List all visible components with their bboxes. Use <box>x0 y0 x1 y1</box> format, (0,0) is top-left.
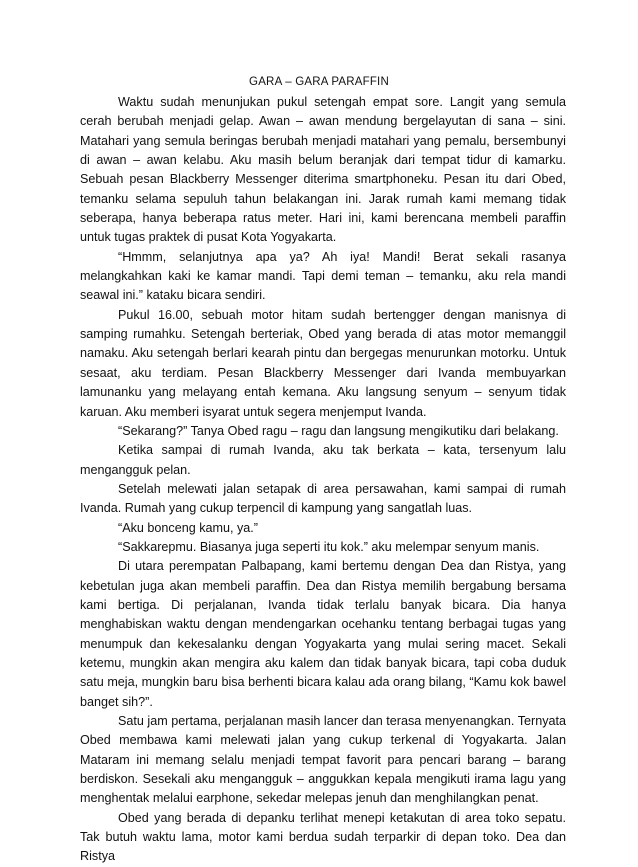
paragraph: “Sakkarepmu. Biasanya juga seperti itu kok.” aku melempar senyum manis. <box>118 539 540 554</box>
paragraph: Obed yang berada di depanku terlihat menepi ketakutan di area toko sepatu. Tak butuh waktu lama, motor kami berdua sudah terparkir di depan toko. Dea dan Ristya <box>80 810 566 864</box>
paragraph: Di utara perempatan Palbapang, kami bertemu dengan Dea dan Ristya, yang kebetulan juga akan membeli paraffin. Dea dan Ristya memilih bergabung bersama kami bertiga. Di perjalanan, Ivanda tidak terlalu banyak bicara. Dia hanya menghabiskan waktu dengan mendengarkan ocehanku tentang berbagai tugas yang menumpuk dan kekesalanku dengan Yogyakarta yang mulai sering macet. Sekali ketemu, mungkin akan mengira aku kalem dan tidak banyak bicara, tapi coba duduk satu meja, mungkin baru bisa berhenti bicara kalau ada orang bilang, “Kamu kok bawel banget sih?”. <box>80 559 566 709</box>
paragraph: “Hmmm, selanjutnya apa ya? Ah iya! Mandi! Berat sekali rasanya melangkahkan kaki ke kamar mandi. Tapi demi teman – temanku, aku rela mandi seawal ini.” kataku bicara sendiri. <box>80 249 566 303</box>
story-body <box>80 93 566 867</box>
paragraph: Satu jam pertama, perjalanan masih lancer dan terasa menyenangkan. Ternyata Obed membawa kami melewati jalan yang cukup terkenal di Yogyakarta. Jalan Mataram ini memang selalu menjadi tempat favorit para pencari barang – barang berdiskon. Sesekali aku mengangguk – anggukkan kepala mengikuti irama lagu yang menghentak melalui earphone, sekedar melepas jenuh dan menghilangkan penat. <box>80 714 566 806</box>
paragraph: Pukul 16.00, sebuah motor hitam sudah bertengger dengan manisnya di samping rumahku. Setengah berteriak, Obed yang berada di atas motor memanggil namaku. Aku setengah berlari kearah pintu dan bergegas menurunkan motorku. Untuk sesaat, aku terdiam. Pesan Blackberry Messenger dari Ivanda membuyarkan lamunanku yang melayang entah kemana. Aku langsung senyum – senyum tidak karuan. Aku memberi isyarat untuk segera menjemput Ivanda. <box>80 307 566 419</box>
paragraph: “Sekarang?” Tanya Obed ragu – ragu dan langsung mengikutiku dari belakang. <box>118 423 559 438</box>
paragraph: “Aku bonceng kamu, ya.” <box>118 520 259 535</box>
page-title: GARA – GARA PARAFFIN <box>249 76 389 88</box>
paragraph: Ketika sampai di rumah Ivanda, aku tak berkata – kata, tersenyum lalu mengangguk pelan. <box>80 443 566 477</box>
paragraph: Setelah melewati jalan setapak di area persawahan, kami sampai di rumah Ivanda. Rumah yang cukup terpencil di kampung yang sangatlah luas. <box>80 481 566 516</box>
paragraph: Waktu sudah menunjukan pukul setengah empat sore. Langit yang semula cerah berubah menjadi gelap. Awan – awan mendung bergelayutan di sana – sini. Matahari yang semula beringas berubah menjadi matahari yang pemalu, bersembunyi di awan – awan kelabu. Aku masih belum beranjak dari tempat tidur di kamarku. Sebuah pesan Blackberry Messenger diterima smartphoneku. Pesan itu dari Obed, temanku selama sepuluh tahun belakangan ini. Jarak rumah kami memang tidak seberapa, hanya beberapa ratus meter. Hari ini, kami berencana membeli paraffin untuk tugas praktek di pusat Kota Yogyakarta. <box>80 95 566 245</box>
